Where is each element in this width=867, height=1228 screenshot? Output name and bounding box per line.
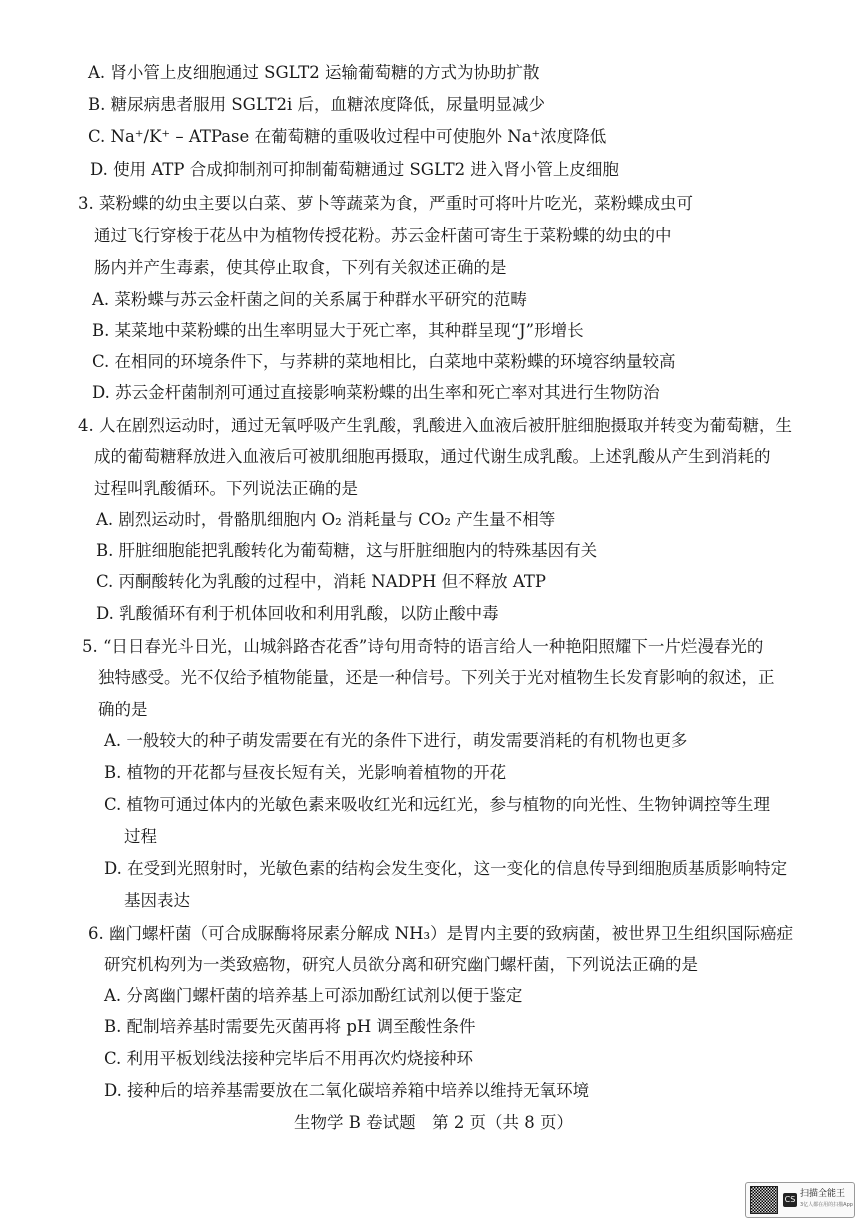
- text-line: B. 某菜地中菜粉蝶的出生率明显大于死亡率，其种群呈现“J”形增长: [92, 321, 584, 340]
- text-line: 基因表达: [124, 891, 190, 910]
- text-line: D. 接种后的培养基需要放在二氧化碳培养箱中培养以维持无氧环境: [104, 1081, 590, 1100]
- text-line: C. 丙酮酸转化为乳酸的过程中，消耗 NADPH 但不释放 ATP: [96, 572, 546, 591]
- text-line: 肠内并产生毒素，使其停止取食，下列有关叙述正确的是: [94, 258, 507, 277]
- camscanner-logo-icon: CS: [783, 1193, 797, 1207]
- text-line: 研究机构列为一类致癌物，研究人员欲分离和研究幽门螺杆菌，下列说法正确的是: [104, 955, 698, 974]
- text-line: C. 植物可通过体内的光敏色素来吸收红光和远红光，参与植物的向光性、生物钟调控等生理: [104, 795, 771, 814]
- text-line: 通过飞行穿梭于花丛中为植物传授花粉。苏云金杆菌可寄生于菜粉蝶的幼虫的中: [94, 226, 672, 245]
- text-line: C. 利用平板划线法接种完毕后不用再次灼烧接种环: [104, 1049, 474, 1068]
- badge-text: [800, 1189, 853, 1211]
- text-line: B. 糖尿病患者服用 SGLT2i 后，血糖浓度降低，尿量明显减少: [88, 95, 545, 114]
- badge-subtitle: 3亿人都在用的扫描App: [800, 1202, 853, 1208]
- text-line: 成的葡萄糖释放进入血液后可被肌细胞再摄取，通过代谢生成乳酸。上述乳酸从产生到消耗的: [94, 447, 771, 466]
- text-line: A. 一般较大的种子萌发需要在有光的条件下进行，萌发需要消耗的有机物也更多: [104, 731, 688, 750]
- text-line: 6. 幽门螺杆菌（可合成脲酶将尿素分解成 NH₃）是胃内主要的致病菌，被世界卫生组织国际癌症: [88, 924, 794, 943]
- text-line: A. 菜粉蝶与苏云金杆菌之间的关系属于种群水平研究的范畴: [92, 290, 527, 309]
- text-line: A. 肾小管上皮细胞通过 SGLT2 运输葡萄糖的方式为协助扩散: [88, 63, 540, 82]
- text-line: 独特感受。光不仅给予植物能量，还是一种信号。下列关于光对植物生长发育影响的叙述，正: [98, 668, 775, 687]
- text-line: D. 在受到光照射时，光敏色素的结构会发生变化，这一变化的信息传导到细胞质基质影响特定: [104, 859, 788, 878]
- text-line: D. 乳酸循环有利于机体回收和利用乳酸，以防止酸中毒: [96, 604, 499, 623]
- text-line: A. 分离幽门螺杆菌的培养基上可添加酚红试剂以便于鉴定: [104, 986, 523, 1005]
- text-line: A. 剧烈运动时，骨骼肌细胞内 O₂ 消耗量与 CO₂ 产生量不相等: [96, 510, 556, 529]
- text-line: 确的是: [98, 700, 148, 719]
- text-line: 过程叫乳酸循环。下列说法正确的是: [94, 479, 358, 498]
- text-line: B. 植物的开花都与昼夜长短有关，光影响着植物的开花: [104, 763, 507, 782]
- text-line: 3. 菜粉蝶的幼虫主要以白菜、萝卜等蔬菜为食，严重时可将叶片吃光，菜粉蝶成虫可: [78, 194, 693, 213]
- text-line: 过程: [124, 827, 157, 846]
- text-line: B. 肝脏细胞能把乳酸转化为葡萄糖，这与肝脏细胞内的特殊基因有关: [96, 541, 598, 560]
- text-line: D. 苏云金杆菌制剂可通过直接影响菜粉蝶的出生率和死亡率对其进行生物防治: [92, 383, 660, 402]
- badge-title: 扫描全能王: [800, 1189, 846, 1199]
- text-line: C. Na⁺/K⁺ – ATPase 在葡萄糖的重吸收过程中可使胞外 Na⁺浓度降低: [88, 127, 607, 146]
- text-line: B. 配制培养基时需要先灭菌再将 pH 调至酸性条件: [104, 1017, 476, 1036]
- scanner-watermark-badge: [745, 1182, 855, 1218]
- text-line: 4. 人在剧烈运动时，通过无氧呼吸产生乳酸，乳酸进入血液后被肝脏细胞摄取并转变为葡萄糖，生: [78, 416, 792, 435]
- qr-code-icon: [750, 1186, 778, 1214]
- page-footer: 生物学 B 卷试题 第 2 页（共 8 页）: [293, 1113, 574, 1132]
- text-line: C. 在相同的环境条件下，与荞耕的菜地相比，白菜地中菜粉蝶的环境容纳量较高: [92, 352, 676, 371]
- text-line: 5. “日日春光斗日光，山城斜路杏花香”诗句用奇特的语言给人一种艳阳照耀下一片烂漫春光的: [82, 637, 764, 656]
- text-line: D. 使用 ATP 合成抑制剂可抑制葡萄糖通过 SGLT2 进入肾小管上皮细胞: [90, 160, 619, 179]
